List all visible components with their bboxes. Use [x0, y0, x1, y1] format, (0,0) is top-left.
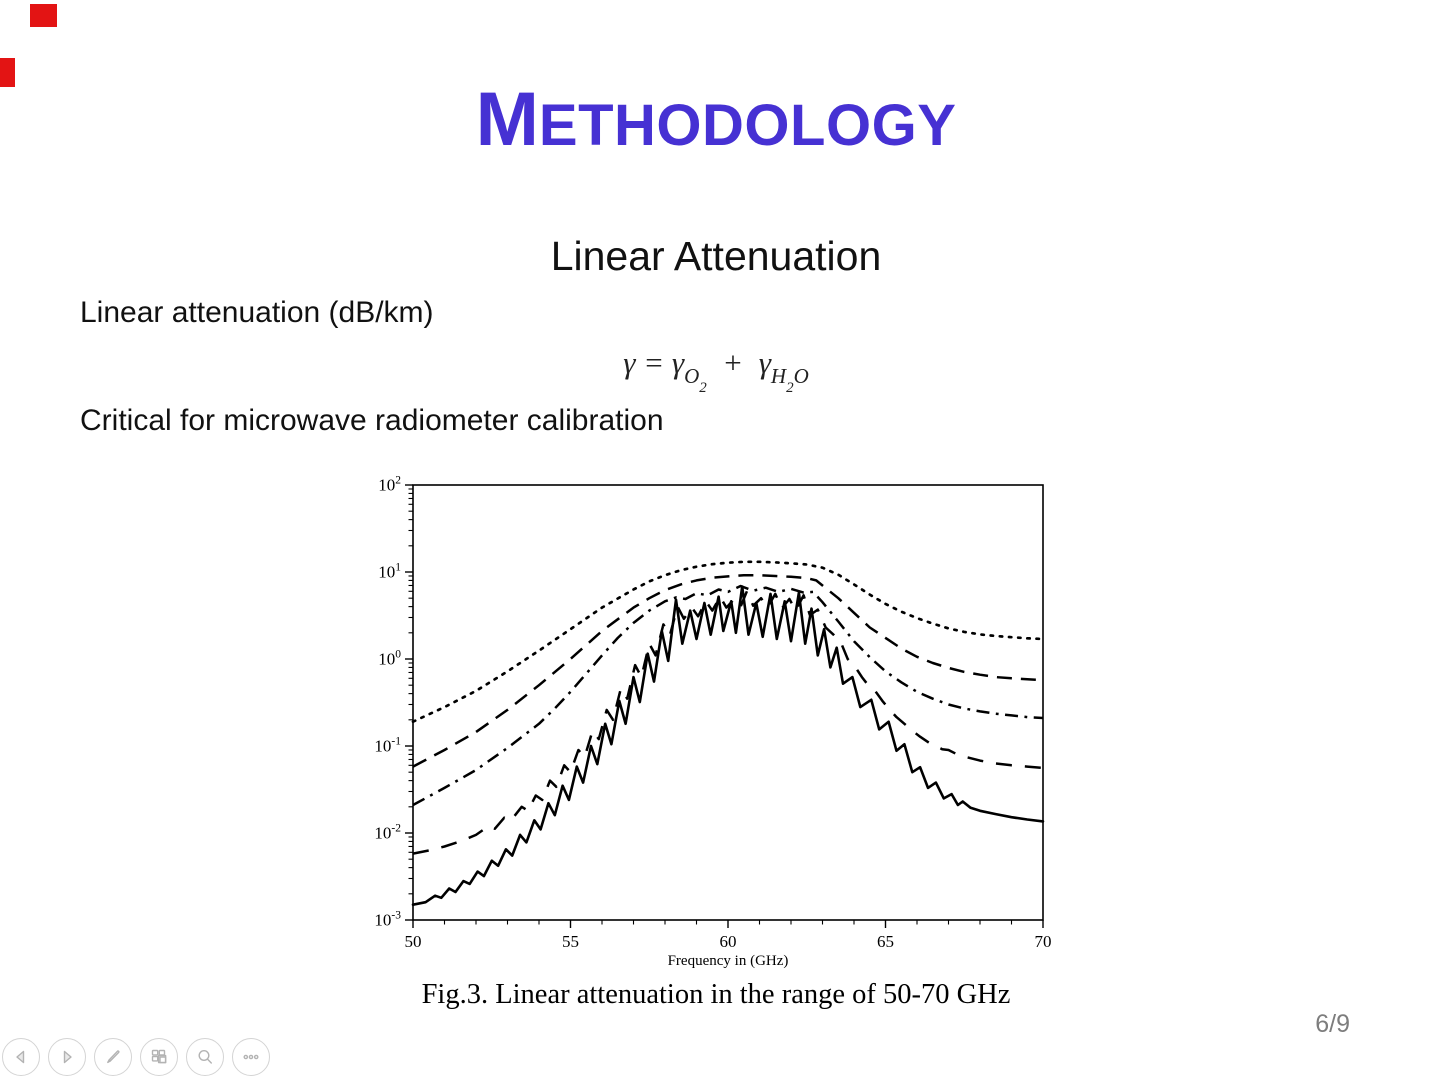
next-slide-button[interactable] [48, 1038, 86, 1076]
red-annotation-mark [30, 4, 57, 27]
page-indicator: 6/9 [1315, 1010, 1350, 1038]
y-tick-label: $10^2$ [378, 474, 401, 495]
y-tick-label: $10^1$ [378, 561, 401, 582]
attenuation-chart [366, 463, 1066, 1029]
dotted-curve [413, 562, 1043, 722]
right-triangle-icon [56, 1046, 78, 1068]
y-tick-label: $10^{-1}$ [374, 735, 401, 756]
x-tick-label: 65 [877, 932, 894, 951]
dashed-curve [413, 575, 1043, 766]
slide-subtitle: Linear Attenuation [550, 233, 882, 279]
bullet-linear-attenuation: Linear attenuation (dB/km) [80, 296, 434, 329]
x-tick-label: 60 [719, 932, 737, 951]
see-all-slides-button[interactable] [140, 1038, 178, 1076]
left-triangle-icon [10, 1046, 32, 1068]
formula-segment: γ [671, 345, 685, 380]
plot-border [413, 485, 1043, 920]
x-tick-label: 50 [404, 932, 422, 951]
slides-grid-icon [148, 1046, 170, 1068]
slide-title [0, 77, 1432, 162]
solid-curve [413, 587, 1043, 905]
presenter-toolbar [2, 1038, 270, 1076]
figure-container [366, 463, 1066, 1029]
more-options-button[interactable] [232, 1038, 270, 1076]
ellipsis-icon [240, 1046, 262, 1068]
pen-tools-button[interactable] [94, 1038, 132, 1076]
x-tick-label: 55 [562, 932, 579, 951]
zoom-slide-button[interactable] [186, 1038, 224, 1076]
y-tick-label: $10^0$ [378, 648, 401, 669]
slide-title-lead: M [475, 77, 539, 162]
formula-segment: + [706, 345, 759, 380]
formula-segment: 2 [786, 380, 794, 396]
slide-title-rest: ETHODOLOGY [538, 93, 957, 158]
previous-slide-button[interactable] [2, 1038, 40, 1076]
formula-segment: 2 [699, 380, 707, 396]
figure-caption: Fig.3. Linear attenuation in the range of 50-70 GHz [421, 979, 1011, 1010]
formula-segment: O [793, 364, 809, 388]
y-tick-label: $10^{-2}$ [374, 822, 401, 843]
formula-segment: = [635, 345, 672, 380]
formula-segment: O [684, 364, 700, 388]
x-tick-label: 70 [1034, 932, 1052, 951]
magnifier-icon [194, 1046, 216, 1068]
pen-icon [102, 1046, 124, 1068]
long-dash-curve [413, 591, 1043, 853]
red-annotation-mark [0, 58, 15, 87]
bullet-critical-calibration: Critical for microwave radiometer calibration [80, 404, 664, 437]
formula-segment: H [770, 364, 787, 388]
formula-segment: γ [758, 345, 771, 380]
dash-dot-curve [413, 586, 1043, 805]
attenuation-formula [0, 345, 1432, 397]
formula-segment: γ [623, 345, 636, 380]
y-tick-label: $10^{-3}$ [374, 909, 401, 930]
x-axis-label: Frequency in (GHz) [667, 953, 789, 969]
